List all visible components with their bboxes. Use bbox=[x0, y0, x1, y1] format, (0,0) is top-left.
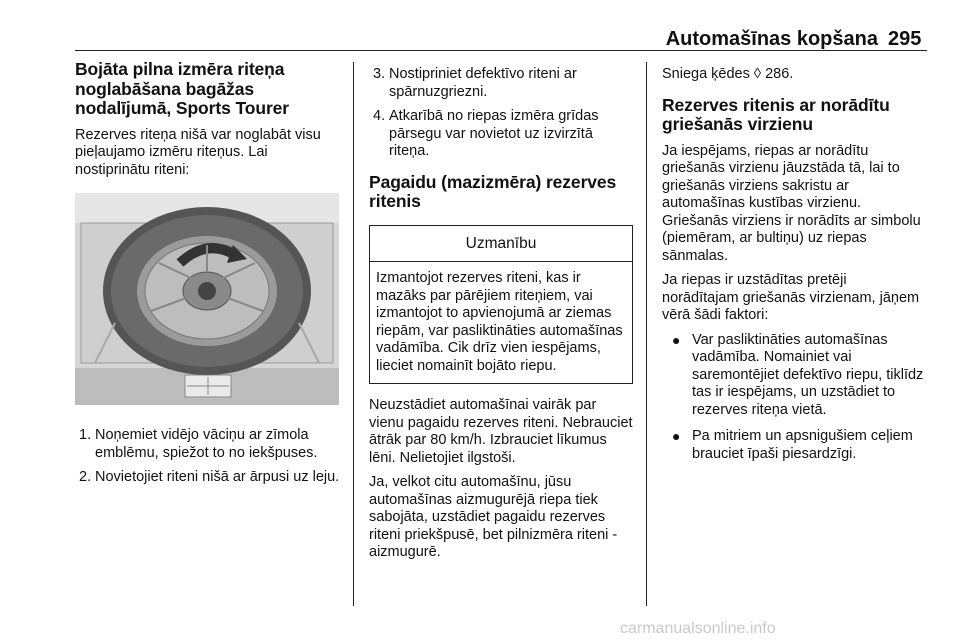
list-item bbox=[75, 427, 340, 462]
section-heading-full-size-wheel: Bojāta pilna izmēra riteņa noglabāšana bagāžas nodalījumā, Sports Tourer bbox=[75, 59, 290, 118]
column-divider-1 bbox=[353, 62, 354, 606]
step-text: Nostipriniet defektīvo riteni ar spārnuzgriezni. bbox=[389, 66, 577, 100]
bullet-icon: ● bbox=[672, 428, 681, 444]
step-number: 2. bbox=[79, 469, 92, 485]
page-number: 295 bbox=[888, 28, 922, 50]
list-item bbox=[662, 332, 927, 420]
step-text: Noņemiet vidējo vāciņu ar zīmola emblēmu, spiežot to no iekšpuses. bbox=[95, 427, 318, 461]
list-item bbox=[662, 428, 927, 463]
section-heading-temporary-spare: Pagaidu (mazizmēra) rezerves ritenis bbox=[369, 171, 617, 211]
column-1 bbox=[75, 60, 340, 494]
step-number: 3. bbox=[373, 66, 386, 82]
warning-text: Izmantojot rezerves riteni, kas ir mazāks par pārējiem riteņiem, vai izmantojot to apvienojumā ar ziemas riepām, var pasliktināties automašīnas vadāmība. Cik drīz vien iespējams, lieciet nomainīt bojāto riepu. bbox=[376, 270, 623, 374]
factors-list bbox=[662, 332, 927, 464]
snow-chains-reference: Sniega ķēdes ◊ 286. bbox=[662, 66, 794, 82]
column-divider-2 bbox=[646, 62, 647, 606]
spare-wheel-image bbox=[75, 193, 339, 405]
step-number: 4. bbox=[373, 108, 386, 124]
intro-paragraph: Rezerves riteņa nišā var noglabāt visu pieļaujamo izmēru riteņus. Lai nostiprinātu riteni: bbox=[75, 126, 321, 178]
bullet-icon: ● bbox=[672, 331, 681, 348]
warning-box bbox=[369, 225, 633, 385]
step-number: 1. bbox=[79, 427, 92, 443]
spare-wheel-illustration bbox=[75, 193, 339, 405]
section-heading-directional-spare: Rezerves ritenis ar norādītu griešanās virzienu bbox=[662, 94, 890, 134]
column-2 bbox=[369, 66, 633, 569]
watermark: carmanualsonline.info bbox=[620, 620, 776, 637]
list-item bbox=[369, 108, 633, 161]
step-text: Atkarībā no riepas izmēra grīdas pārsegu var novietot uz izvirzītā riteņa. bbox=[389, 108, 599, 159]
warning-title: Uzmanību bbox=[370, 226, 632, 263]
steps-list-2 bbox=[369, 66, 633, 161]
bullet-text: Var pasliktināties automašīnas vadāmība. Nomainiet vai saremontējiet defektīvo riepu, tiklīdz tas ir iespējams, un uzstādiet to rezerves riteņa vietā. bbox=[692, 331, 924, 418]
list-item bbox=[369, 66, 633, 101]
paragraph-towing: Ja, velkot citu automašīnu, jūsu automašīnas aizmugurējā riepa tiek sabojāta, uzstādiet pagaidu rezerves riteni priekšpusē, bet pilnizmēra riteni - aizmugurē. bbox=[369, 474, 618, 560]
column-3 bbox=[662, 66, 927, 472]
header-divider bbox=[75, 50, 927, 51]
bullet-text: Pa mitriem un apsnigušiem ceļiem brauciet īpaši piesardzīgi. bbox=[692, 428, 913, 462]
header-title: Automašīnas kopšana bbox=[665, 28, 878, 50]
paragraph-opposite-direction: Ja riepas ir uzstādītas pretēji norādītajam griešanās virzienam, jāņem vērā šādi faktori: bbox=[662, 272, 920, 323]
paragraph-direction: Ja iespējams, riepas ar norādītu griešanās virzienu jāuzstāda tā, lai to griešanās virziens sakristu ar automašīnas kustības virzienu. Griešanās virziens ir norādīts ar simbolu (piemēram, ar bultiņu) uz riepas sānmalas. bbox=[662, 142, 921, 264]
paragraph-speed-limits: Neuzstādiet automašīnai vairāk par vienu pagaidu rezerves riteni. Nebrauciet ātrāk par 80 km/h. Izbrauciet līkumus lēni. Nelietojiet ilgstoši. bbox=[369, 397, 633, 466]
list-item bbox=[75, 469, 340, 487]
steps-list-1 bbox=[75, 427, 340, 487]
step-text: Novietojiet riteni nišā ar ārpusi uz leju. bbox=[95, 469, 340, 485]
